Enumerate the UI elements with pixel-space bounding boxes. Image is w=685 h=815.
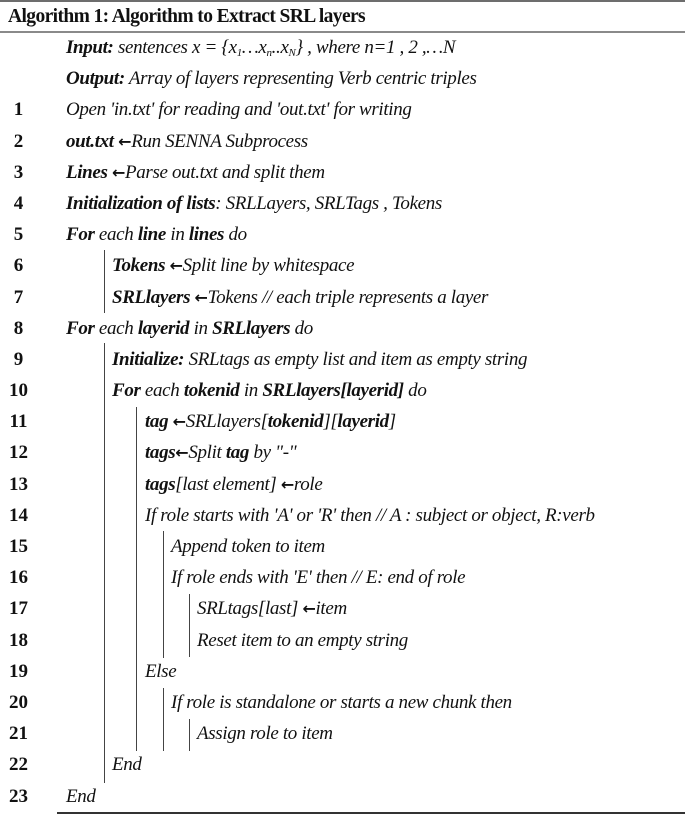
algorithm-line — [0, 250, 685, 281]
scope-line-for-layers — [104, 343, 105, 783]
algorithm-line — [0, 781, 685, 812]
line-number: 5 — [13, 224, 24, 246]
line-text — [66, 94, 412, 125]
keyword: out.txt — [66, 130, 114, 152]
line-text — [171, 562, 465, 593]
text-segment: ] — [388, 411, 396, 433]
line-number: 4 — [13, 192, 24, 214]
left-arrow-icon: ← — [118, 131, 132, 151]
line-text — [66, 313, 313, 344]
line-number: 15 — [9, 536, 28, 557]
input-text-b: …x — [241, 37, 267, 58]
text-segment: in — [239, 380, 263, 402]
algorithm-line — [0, 126, 685, 157]
algorithm-title: Algorithm 1: Algorithm to Extract SRL layers — [8, 6, 366, 27]
line-text — [66, 126, 308, 157]
keyword: For — [66, 224, 95, 246]
algorithm-body — [0, 32, 685, 812]
left-arrow-icon: ← — [172, 412, 186, 432]
input-text-d: } , where n=1 , 2 ,…N — [295, 37, 456, 58]
top-rule — [0, 0, 685, 2]
keyword: For — [112, 380, 141, 402]
keyword: tag — [145, 411, 169, 433]
text-segment: role — [293, 473, 323, 495]
text-segment: do — [290, 317, 313, 339]
line-text — [66, 157, 325, 188]
line-number: 20 — [9, 691, 28, 713]
line-number: 18 — [9, 629, 28, 651]
line-text — [197, 593, 347, 624]
algorithm-line — [0, 562, 685, 593]
line-number: 8 — [13, 317, 24, 339]
input-text-c: ..x — [271, 37, 289, 58]
text-segment: do — [403, 380, 427, 402]
text-segment: : SRLLayers, SRLTags , Tokens — [215, 192, 442, 214]
line-text — [66, 188, 442, 219]
text-segment: If role starts with 'A' or 'R' then // A : subject or object, R:verb — [145, 504, 595, 526]
text-segment: Run SENNA Subprocess — [131, 130, 308, 152]
line-number: 2 — [13, 130, 24, 152]
keyword: For — [66, 317, 95, 339]
algorithm-line — [0, 282, 685, 313]
algorithm-line — [0, 687, 685, 718]
text-segment: SRLlayers[ — [185, 411, 268, 433]
output-row — [0, 63, 685, 94]
text-segment: Tokens // each triple represents a layer — [207, 286, 489, 308]
text-segment: Split line by whitespace — [182, 255, 355, 277]
output-description: Array of layers representing Verb centric triples — [124, 68, 477, 90]
text-segment: each — [140, 380, 184, 402]
keyword: SRLlayers — [112, 286, 191, 308]
line-number: 7 — [13, 286, 24, 308]
algorithm-line — [0, 656, 685, 687]
keyword: tokenid — [183, 380, 240, 402]
line-text — [171, 687, 512, 718]
left-arrow-icon: ← — [169, 256, 183, 276]
keyword: line — [137, 224, 166, 246]
keyword: Initialization of lists — [66, 192, 216, 214]
algorithm-line — [0, 219, 685, 250]
line-text — [171, 531, 325, 562]
subscript-1: 1 — [236, 47, 242, 59]
left-arrow-icon: ← — [111, 162, 125, 182]
line-number: 17 — [9, 598, 28, 620]
text-segment: [last element] — [175, 473, 281, 495]
algorithm-line — [0, 625, 685, 656]
keyword: Lines — [66, 161, 108, 183]
text-segment: If role ends with 'E' then // E: end of role — [171, 567, 466, 589]
line-text — [112, 250, 354, 281]
algorithm-line — [0, 313, 685, 344]
keyword: tags — [145, 442, 176, 464]
output-label: Output: — [66, 68, 125, 90]
text-segment: SRLtags as empty list and item as empty string — [184, 348, 528, 370]
bottom-rule — [57, 812, 685, 814]
text-segment: SRLtags[last] — [197, 598, 303, 620]
scope-line-if-standalone — [189, 719, 190, 751]
algorithm-line — [0, 593, 685, 624]
subscript-N: N — [288, 47, 296, 59]
algorithm-line — [0, 500, 685, 531]
algorithm-line — [0, 437, 685, 468]
algorithm-lines — [0, 94, 685, 811]
algorithm-line — [0, 157, 685, 188]
line-text — [145, 656, 176, 687]
line-text — [112, 282, 488, 313]
subscript-n: n — [266, 47, 272, 59]
input-label: Input: — [66, 37, 114, 58]
scope-line-if-role — [163, 531, 164, 658]
output-text — [66, 63, 477, 94]
line-text — [145, 500, 595, 531]
text-segment: in — [165, 224, 189, 246]
left-arrow-icon: ← — [175, 443, 189, 463]
algorithm-line — [0, 344, 685, 375]
line-number: 21 — [9, 723, 28, 745]
left-arrow-icon: ← — [280, 474, 294, 494]
input-text — [66, 32, 455, 63]
text-segment: Reset item to an empty string — [197, 629, 408, 651]
text-segment: in — [189, 317, 213, 339]
line-text — [197, 625, 408, 656]
text-segment: Split — [188, 442, 226, 464]
line-number: 12 — [9, 442, 28, 464]
line-number: 22 — [9, 754, 28, 776]
algorithm-line — [0, 94, 685, 125]
keyword: tag — [225, 442, 250, 464]
keyword: SRLlayers — [212, 317, 291, 339]
text-segment: by "-" — [249, 442, 297, 464]
algorithm-line — [0, 531, 685, 562]
algorithm-line — [0, 188, 685, 219]
line-text — [145, 469, 322, 500]
keyword: Tokens — [112, 255, 166, 277]
text-segment: End — [112, 754, 142, 776]
text-segment: each — [94, 224, 138, 246]
text-segment: Assign role to item — [197, 723, 333, 745]
line-number: 13 — [9, 473, 28, 495]
line-number: 10 — [9, 380, 28, 402]
line-text — [112, 344, 527, 375]
scope-line-for-tokens — [136, 407, 137, 751]
text-segment: ][ — [323, 411, 338, 433]
line-text — [66, 219, 247, 250]
text-segment: each — [94, 317, 138, 339]
text-segment: End — [66, 785, 96, 807]
text-segment: item — [315, 598, 347, 620]
input-row — [0, 32, 685, 63]
text-segment: do — [224, 224, 247, 246]
line-text — [145, 437, 296, 468]
line-number: 19 — [9, 660, 28, 682]
algorithm-line — [0, 406, 685, 437]
line-text — [112, 749, 142, 780]
keyword: SRLlayers[layerid] — [262, 380, 404, 402]
line-number: 9 — [13, 348, 24, 370]
algorithm-line — [0, 718, 685, 749]
line-number: 23 — [9, 785, 28, 807]
left-arrow-icon: ← — [302, 599, 316, 619]
scope-line-else — [163, 688, 164, 751]
line-number: 14 — [9, 504, 28, 526]
keyword: Initialize: — [112, 348, 185, 370]
left-arrow-icon: ← — [194, 287, 208, 307]
line-text — [197, 718, 333, 749]
algorithm-line — [0, 375, 685, 406]
keyword: lines — [188, 224, 225, 246]
scope-line-if-ends — [189, 594, 190, 657]
text-segment: Append token to item — [171, 536, 325, 557]
line-number: 16 — [9, 567, 28, 589]
text-segment: Open 'in.txt' for reading and 'out.txt' for writing — [66, 99, 412, 121]
text-segment: Else — [145, 660, 177, 682]
line-text — [145, 406, 396, 437]
input-text-a: sentences x = {x — [113, 37, 237, 58]
text-segment: If role is standalone or starts a new chunk then — [171, 691, 512, 713]
keyword: layerid — [337, 411, 389, 433]
keyword: tags — [145, 473, 176, 495]
scope-line-for-lines — [104, 250, 105, 313]
line-number: 3 — [13, 161, 24, 183]
keyword: layerid — [137, 317, 190, 339]
line-text — [112, 375, 426, 406]
line-number: 6 — [13, 255, 24, 277]
line-number: 1 — [13, 99, 24, 121]
line-text — [66, 781, 96, 812]
algorithm-line — [0, 469, 685, 500]
keyword: tokenid — [267, 411, 324, 433]
algorithm-line — [0, 749, 685, 780]
line-number: 11 — [9, 411, 28, 433]
text-segment: Parse out.txt and split them — [125, 161, 325, 183]
